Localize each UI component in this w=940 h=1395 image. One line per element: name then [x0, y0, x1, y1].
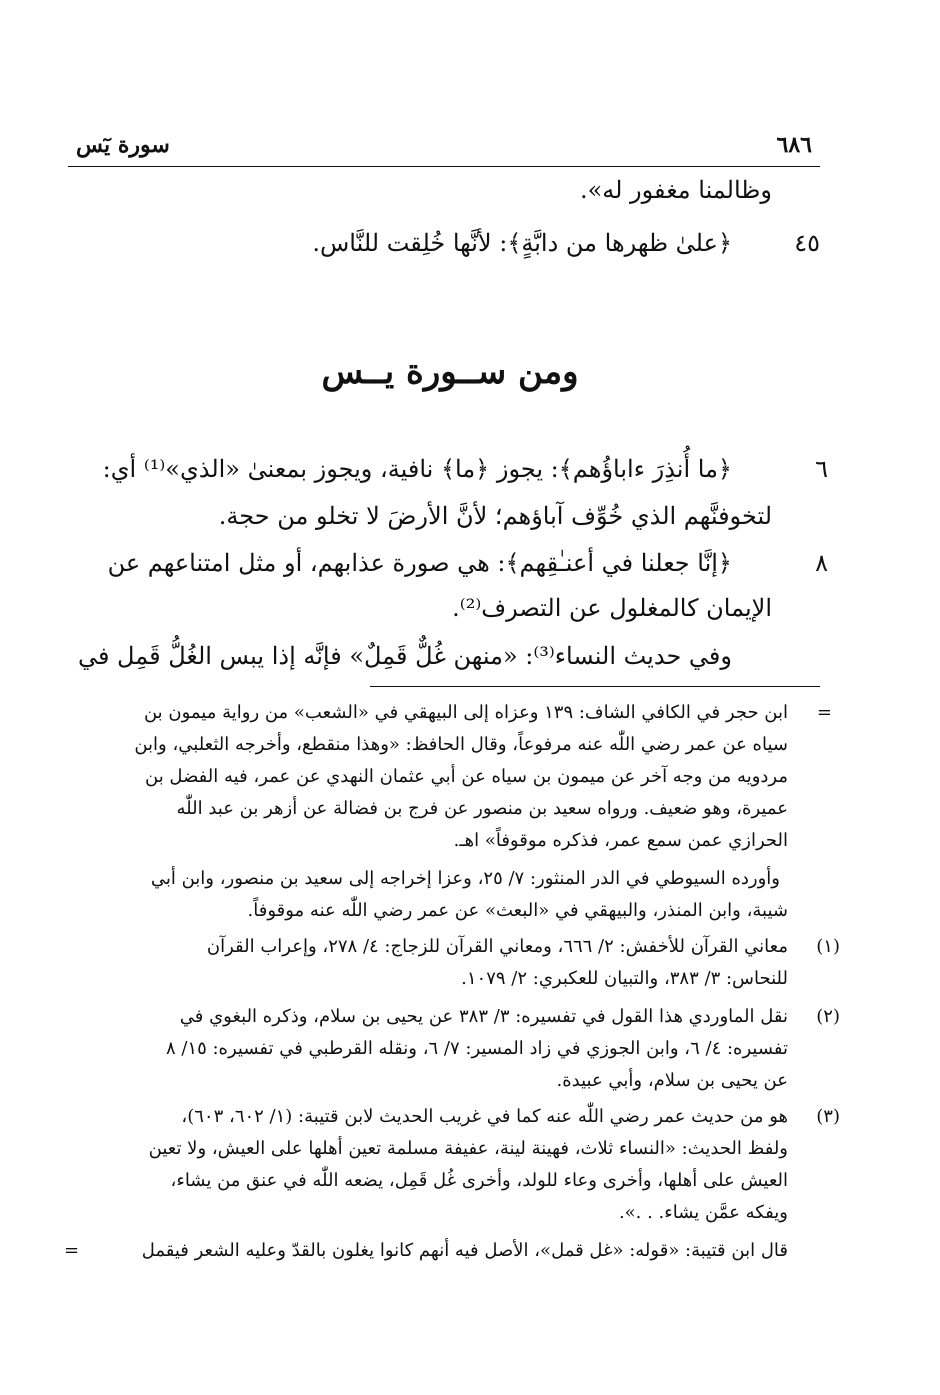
running-title: سورة يٓس	[76, 132, 170, 158]
verse-text: الإيمان كالمغلول عن التصرف⁽²⁾.	[452, 594, 772, 622]
footnote-line: قال ابن قتيبة: «قوله: «غل قمل»، الأصل فيه أنهم كانوا يغلون بالقدّ وعليه الشعر فيقمل	[141, 1240, 788, 1261]
continuation-line: وظالمنا مغفور له».	[579, 176, 772, 204]
page-number: ٦٨٦	[776, 132, 812, 158]
footnote-line: ولفظ الحديث: «النساء ثلاث، فهينة لينة، عفيفة مسلمة تعين أهلها على العيش، ولا تعين	[148, 1138, 788, 1159]
footnote-line: ابن حجر في الكافي الشاف: ١٣٩ وعزاه إلى البيهقي في «الشعب» من رواية ميمون بن	[143, 702, 788, 723]
section-title: ومن ســورة يــس	[321, 352, 579, 392]
footnote-line: مردويه من وجه آخر عن ميمون بن سياه عن أبي عثمان النهدي عن عمر، فيه الفضل بن	[145, 766, 788, 787]
verse-number: ٤٥	[794, 229, 820, 257]
continuation-mark: =	[816, 702, 832, 723]
verse-text: ﴿إنَّا جعلنا في أعنـٰقِهم﴾: هي صورة عذابهم، أو مثل امتناعهم عن	[107, 549, 732, 577]
verse-text: ﴿ما أُنذِرَ ءاباؤُهم﴾: يجوز ﴿ما﴾ نافية، ويجوز بمعنىٰ «الذي»⁽¹⁾ أي:	[102, 455, 732, 483]
footnote-line: العيش على أهلها، وأخرى وعاء للولد، وأخرى غُل قَمِل، يضعه اللّٰه في عنق من يشاء،	[170, 1170, 788, 1191]
continuation-mark: =	[64, 1240, 80, 1261]
verse-number: ٦	[815, 455, 828, 483]
footnote-mark: (٣)	[816, 1106, 840, 1127]
footnote-rule	[370, 686, 820, 687]
footnote-line: تفسيره: ٤/ ٦، وابن الجوزي في زاد المسير: ٧/ ٦، ونقله القرطبي في تفسيره: ١٥/ ٨	[165, 1038, 788, 1059]
footnote-line: للنحاس: ٣/ ٣٨٣، والتبيان للعكبري: ٢/ ١٠٧٩.	[461, 968, 788, 989]
verse-text: ﴿علىٰ ظهرها من دابَّةٍ﴾: لأنَّها خُلِقت للنَّاس.	[312, 229, 732, 257]
footnote-line: شيبة، وابن المنذر، والبيهقي في «البعث» عن عمر رضي اللّٰه عنه موقوفاً.	[247, 900, 788, 921]
footnote-mark: (١)	[816, 936, 840, 957]
footnote-line: الحرازي عمن سمع عمر، فذكره موقوفاً» اهـ.	[453, 830, 788, 851]
page-header	[68, 132, 820, 168]
footnote-line: سياه عن عمر رضي اللّٰه عنه مرفوعاً، وقال الحافظ: «وهذا منقطع، وأخرجه الثعلبي، وابن	[134, 734, 788, 755]
footnote-mark: (٢)	[816, 1006, 840, 1027]
footnote-line: نقل الماوردي هذا القول في تفسيره: ٣/ ٣٨٣ عن يحيى بن سلام، وذكره البغوي في	[179, 1006, 788, 1027]
footnote-line: عن يحيى بن سلام، وأبي عبيدة.	[556, 1070, 788, 1091]
verse-text: لتخوفنَّهم الذي خُوِّف آباؤهم؛ لأنَّ الأرضَ لا تخلو من حجة.	[218, 502, 772, 530]
footnote-line: ويفكه عمَّن يشاء. . .».	[618, 1202, 788, 1223]
hadith-line: وفي حديث النساء⁽³⁾: «منهن غُلٌّ قَمِلٌ» فإنَّه إذا يبس الغُلُّ قَمِل في	[77, 642, 732, 670]
footnote-line: معاني القرآن للأخفش: ٢/ ٦٦٦، ومعاني القرآن للزجاج: ٤/ ٢٧٨، وإعراب القرآن	[206, 936, 788, 957]
footnote-line: هو من حديث عمر رضي اللّٰه عنه كما في غريب الحديث لابن قتيبة: (١/ ٦٠٢، ٦٠٣)،	[181, 1106, 788, 1127]
footnote-line: عميرة، وهو ضعيف. ورواه سعيد بن منصور عن فرج بن فضالة عن أزهر بن عبد اللّٰه	[176, 798, 788, 819]
verse-number: ٨	[815, 549, 828, 577]
footnote-line: وأورده السيوطي في الدر المنثور: ٧/ ٢٥، وعزا إخراجه إلى سعيد بن منصور، وابن أبي	[150, 868, 780, 889]
header-rule	[68, 166, 820, 167]
